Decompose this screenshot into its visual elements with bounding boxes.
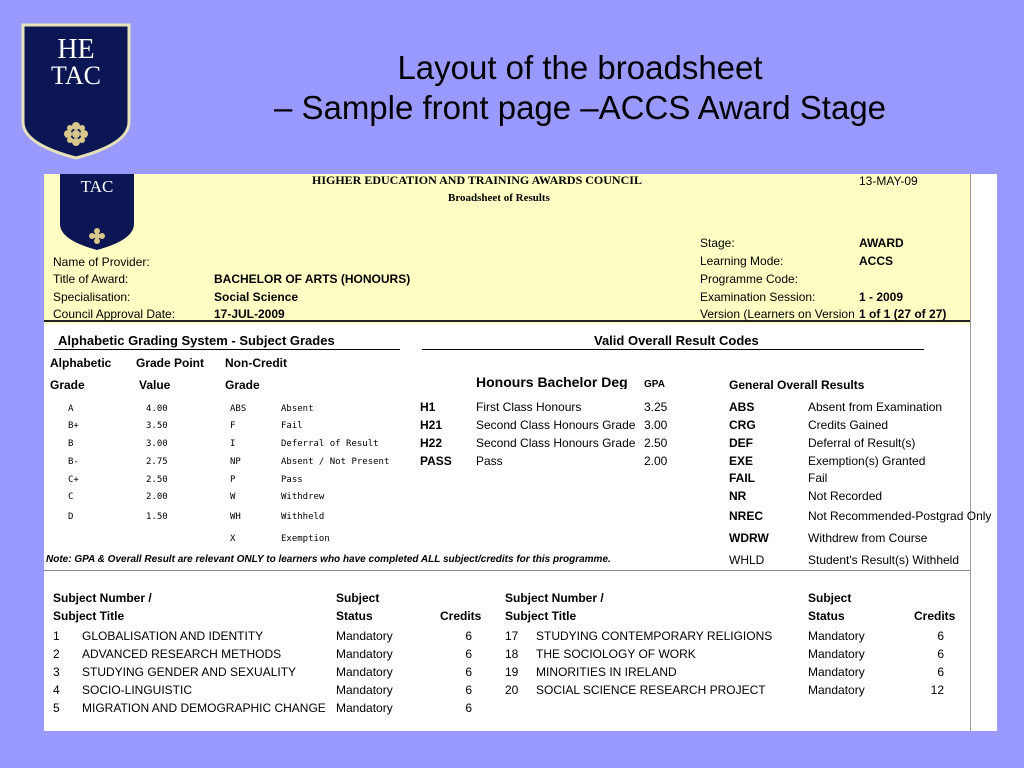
- hetac-logo: [20, 22, 132, 160]
- general-code: WDRW: [729, 531, 769, 545]
- left-field-value: Social Science: [214, 290, 299, 304]
- noncredit-code: ABS: [230, 404, 247, 414]
- general-code: CRG: [729, 418, 756, 432]
- subject-status: Mandatory: [336, 629, 393, 643]
- subject-credits: 6: [937, 665, 944, 679]
- left-field-value: BACHELOR OF ARTS (HONOURS): [214, 272, 411, 286]
- honours-desc: First Class Honours: [476, 400, 582, 414]
- slide-title-line1: Layout of the broadsheet: [397, 49, 763, 86]
- svg-text:TAC: TAC: [80, 177, 114, 196]
- subject-title-header: Subject Title: [53, 609, 125, 623]
- honours-gpa: 2.50: [644, 436, 668, 450]
- general-code: EXE: [729, 454, 754, 468]
- subject-credits: 6: [465, 701, 472, 715]
- right-field-value: ACCS: [859, 254, 894, 268]
- noncredit-desc: Withdrew: [281, 492, 325, 502]
- valid-codes-title: Valid Overall Result Codes: [594, 333, 759, 348]
- right-field-value: AWARD: [859, 236, 904, 250]
- noncredit-desc: Exemption: [281, 534, 330, 544]
- subject-title: GLOBALISATION AND IDENTITY: [82, 629, 264, 643]
- subject-title: STUDYING GENDER AND SEXUALITY: [82, 665, 297, 679]
- left-field-label: Name of Provider:: [53, 255, 150, 269]
- general-desc: Withdrew from Course: [808, 531, 928, 545]
- subject-title: SOCIAL SCIENCE RESEARCH PROJECT: [536, 683, 766, 697]
- slide-title: [150, 48, 1010, 128]
- credits-header: Credits: [914, 609, 956, 623]
- subject-credits: 6: [465, 683, 472, 697]
- noncredit-desc: Withheld: [281, 512, 325, 522]
- status-header: Status: [336, 609, 373, 623]
- subject-status: Mandatory: [336, 647, 393, 661]
- subject-header: Subject: [336, 591, 380, 605]
- subject-num: 18: [505, 647, 519, 661]
- sheet-logo: [60, 174, 134, 252]
- subject-credits: 12: [930, 683, 944, 697]
- general-desc: Not Recorded: [808, 489, 883, 503]
- general-code: ABS: [729, 400, 755, 414]
- subject-header: Subject: [808, 591, 852, 605]
- left-field-label: Council Approval Date:: [53, 307, 176, 321]
- general-desc: Student's Result(s) Withheld: [808, 553, 960, 567]
- noncredit-desc: Absent / Not Present: [281, 457, 390, 467]
- header-grade-point: Grade Point: [136, 356, 205, 370]
- grade-code: A: [68, 404, 74, 414]
- general-desc: Absent from Examination: [808, 400, 943, 414]
- noncredit-code: W: [230, 492, 236, 502]
- subject-number-header: Subject Number /: [505, 591, 604, 605]
- grade-code: B: [68, 439, 74, 449]
- noncredit-code: NP: [230, 457, 241, 467]
- right-field-label: Version (Learners on Version: [700, 307, 855, 321]
- subject-num: 4: [53, 683, 60, 697]
- subject-title-header: Subject Title: [505, 609, 577, 623]
- subject-num: 19: [505, 665, 519, 679]
- noncredit-code: I: [230, 439, 236, 449]
- grade-code: C: [68, 492, 74, 502]
- broadsheet: [44, 174, 997, 731]
- right-field-label: Examination Session:: [700, 290, 816, 304]
- general-code: WHLD: [729, 553, 765, 567]
- subject-title: MIGRATION AND DEMOGRAPHIC CHANGE: [82, 701, 326, 715]
- grade-value: 1.50: [146, 512, 168, 522]
- general-code: NREC: [729, 509, 764, 523]
- subject-status: Mandatory: [808, 683, 865, 697]
- general-code: DEF: [729, 436, 753, 450]
- general-desc: Exemption(s) Granted: [808, 454, 926, 468]
- right-field-value: 1 - 2009: [859, 290, 904, 304]
- grade-value: 4.00: [146, 404, 168, 414]
- general-desc: Fail: [808, 471, 828, 485]
- noncredit-desc: Pass: [281, 475, 303, 485]
- subject-num: 3: [53, 665, 60, 679]
- grade-value: 2.00: [146, 492, 168, 502]
- noncredit-code: P: [230, 475, 236, 485]
- honours-code: H22: [420, 436, 443, 450]
- subject-credits: 6: [937, 647, 944, 661]
- right-field-label: Programme Code:: [700, 272, 799, 286]
- general-desc: Not Recommended-Postgrad Only: [808, 509, 992, 523]
- subject-num: 2: [53, 647, 60, 661]
- left-field-value: 17-JUL-2009: [214, 307, 285, 321]
- credits-header: Credits: [440, 609, 482, 623]
- subject-credits: 6: [465, 665, 472, 679]
- general-header: General Overall Results: [729, 378, 865, 392]
- honours-gpa: 3.25: [644, 400, 668, 414]
- header-grade: Grade: [50, 378, 85, 392]
- honours-code: H1: [420, 400, 436, 414]
- right-field-label: Stage:: [700, 236, 735, 250]
- honours-desc: Second Class Honours Grade: [476, 436, 636, 450]
- subject-num: 5: [53, 701, 60, 715]
- left-field-label: Title of Award:: [53, 272, 129, 286]
- subject-credits: 6: [937, 629, 944, 643]
- grading-title: Alphabetic Grading System - Subject Grades: [58, 333, 335, 348]
- subject-status: Mandatory: [336, 665, 393, 679]
- noncredit-code: F: [230, 421, 236, 431]
- subject-status: Mandatory: [336, 701, 393, 715]
- subject-title: ADVANCED RESEARCH METHODS: [82, 647, 282, 661]
- honours-code: H21: [420, 418, 443, 432]
- noncredit-desc: Absent: [281, 404, 314, 414]
- grade-value: 2.75: [146, 457, 168, 467]
- general-desc: Credits Gained: [808, 418, 889, 432]
- svg-text:TAC: TAC: [51, 61, 101, 90]
- left-field-label: Specialisation:: [53, 290, 131, 304]
- honours-desc: Pass: [476, 454, 503, 468]
- right-field-label: Learning Mode:: [700, 254, 784, 268]
- grade-code: B-: [68, 457, 79, 467]
- noncredit-code: WH: [230, 512, 241, 522]
- subject-num: 20: [505, 683, 519, 697]
- subject-credits: 6: [465, 629, 472, 643]
- header-grade-noncredit: Grade: [225, 378, 260, 392]
- status-header: Status: [808, 609, 845, 623]
- slide-title-line2: – Sample front page –ACCS Award Stage: [273, 89, 887, 126]
- grade-value: 3.00: [146, 439, 168, 449]
- subject-num: 1: [53, 629, 60, 643]
- general-code: NR: [729, 489, 747, 503]
- gpa-header: GPA: [644, 379, 665, 390]
- noncredit-code: X: [230, 534, 236, 544]
- subject-number-header: Subject Number /: [53, 591, 152, 605]
- grade-code: C+: [68, 475, 79, 485]
- subject-num: 17: [505, 629, 519, 643]
- honours-gpa: 2.00: [644, 454, 668, 468]
- grade-code: D: [68, 512, 74, 522]
- subject-title: STUDYING CONTEMPORARY RELIGIONS: [536, 629, 773, 643]
- honours-header: Honours Bachelor Deg: [476, 375, 628, 389]
- subject-status: Mandatory: [808, 629, 865, 643]
- subject-status: Mandatory: [808, 647, 865, 661]
- noncredit-desc: Fail: [281, 421, 303, 431]
- noncredit-desc: Deferral of Result: [281, 439, 379, 449]
- subject-title: MINORITIES IN IRELAND: [536, 665, 677, 679]
- right-field-value: 1 of 1 (27 of 27): [859, 307, 947, 321]
- subject-credits: 6: [465, 647, 472, 661]
- sheet-date: 13-MAY-09: [859, 174, 918, 188]
- subject-status: Mandatory: [336, 683, 393, 697]
- header-value: Value: [139, 378, 171, 392]
- gpa-note: Note: GPA & Overall Result are relevant ONLY to learners who have completed ALL subject/credits for this programme.: [46, 554, 611, 565]
- honours-code: PASS: [420, 454, 452, 468]
- header-non-credit: Non-Credit: [225, 356, 287, 370]
- svg-text:HE: HE: [57, 34, 95, 65]
- grade-code: B+: [68, 421, 79, 431]
- header-alphabetic: Alphabetic: [50, 356, 112, 370]
- council-name: HIGHER EDUCATION AND TRAINING AWARDS COUNCIL: [312, 174, 642, 187]
- grade-value: 3.50: [146, 421, 168, 431]
- broadsheet-subtitle: Broadsheet of Results: [448, 192, 550, 204]
- honours-desc: Second Class Honours Grade: [476, 418, 636, 432]
- honours-gpa: 3.00: [644, 418, 668, 432]
- subject-title: THE SOCIOLOGY OF WORK: [536, 647, 696, 661]
- general-desc: Deferral of Result(s): [808, 436, 916, 450]
- grade-value: 2.50: [146, 475, 168, 485]
- general-code: FAIL: [729, 471, 755, 485]
- subject-title: SOCIO-LINGUISTIC: [82, 683, 193, 697]
- subject-status: Mandatory: [808, 665, 865, 679]
